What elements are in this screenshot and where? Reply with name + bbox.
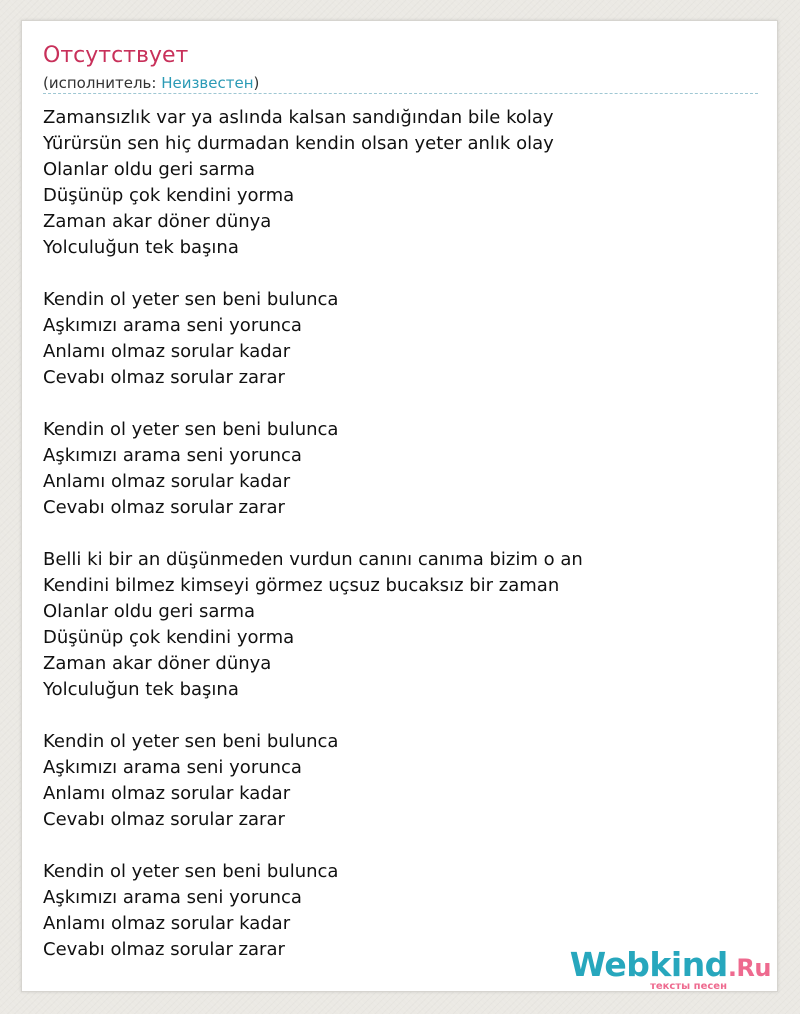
lyric-line: Kendini bilmez kimseyi görmez uçsuz bucaksız bir zaman [43,575,560,596]
lyric-line: Cevabı olmaz sorular zarar [43,367,285,388]
lyric-line: Cevabı olmaz sorular zarar [43,497,285,518]
stanza-gap [43,833,763,859]
stanza-gap [43,703,763,729]
title-divider [43,93,758,94]
lyric-line: Yolculuğun tek başına [43,679,239,700]
logo-tagline: тексты песен [650,981,727,992]
lyric-line: Olanlar oldu geri sarma [43,601,256,622]
lyric-line: Düşünüp çok kendini yorma [43,627,295,648]
logo-brand: Webkind [569,945,728,984]
lyric-line: Kendin ol yeter sen beni bulunca [43,419,339,440]
lyric-line: Cevabı olmaz sorular zarar [43,809,285,830]
site-logo[interactable] [571,947,771,991]
lyric-line: Belli ki bir an düşünmeden vurdun canını canıma bizim o an [43,549,583,570]
artist-prefix: (исполнитель: [43,74,162,92]
lyric-line: Anlamı olmaz sorular kadar [43,341,291,362]
artist-suffix: ) [253,74,260,92]
lyric-line: Kendin ol yeter sen beni bulunca [43,289,339,310]
lyric-line: Anlamı olmaz sorular kadar [43,783,291,804]
song-title: Отсутствует [43,43,189,68]
lyric-line: Aşkımızı arama seni yorunca [43,315,302,336]
artist-link[interactable]: Неизвестен [161,74,254,92]
lyrics-card [21,20,778,992]
lyric-line: Anlamı olmaz sorular kadar [43,471,291,492]
lyric-line: Yürürsün sen hiç durmadan kendin olsan yeter anlık olay [43,133,554,154]
lyric-line: Aşkımızı arama seni yorunca [43,757,302,778]
lyric-line: Düşünüp çok kendini yorma [43,185,295,206]
lyric-line: Aşkımızı arama seni yorunca [43,887,302,908]
lyric-line: Zaman akar döner dünya [43,211,272,232]
lyric-line: Kendin ol yeter sen beni bulunca [43,861,339,882]
lyric-line: Kendin ol yeter sen beni bulunca [43,731,339,752]
lyric-line: Aşkımızı arama seni yorunca [43,445,302,466]
lyric-line: Zamansızlık var ya aslında kalsan sandığından bile kolay [43,107,554,128]
stanza-gap [43,391,763,417]
lyric-line: Anlamı olmaz sorular kadar [43,913,291,934]
lyric-line: Cevabı olmaz sorular zarar [43,939,285,960]
lyric-line: Zaman akar döner dünya [43,653,272,674]
artist-line [43,73,259,93]
stanza-gap [43,521,763,547]
lyric-line: Yolculuğun tek başına [43,237,239,258]
lyrics-text [43,105,763,963]
logo-tld: .Ru [727,954,771,982]
stanza-gap [43,261,763,287]
lyric-line: Olanlar oldu geri sarma [43,159,256,180]
